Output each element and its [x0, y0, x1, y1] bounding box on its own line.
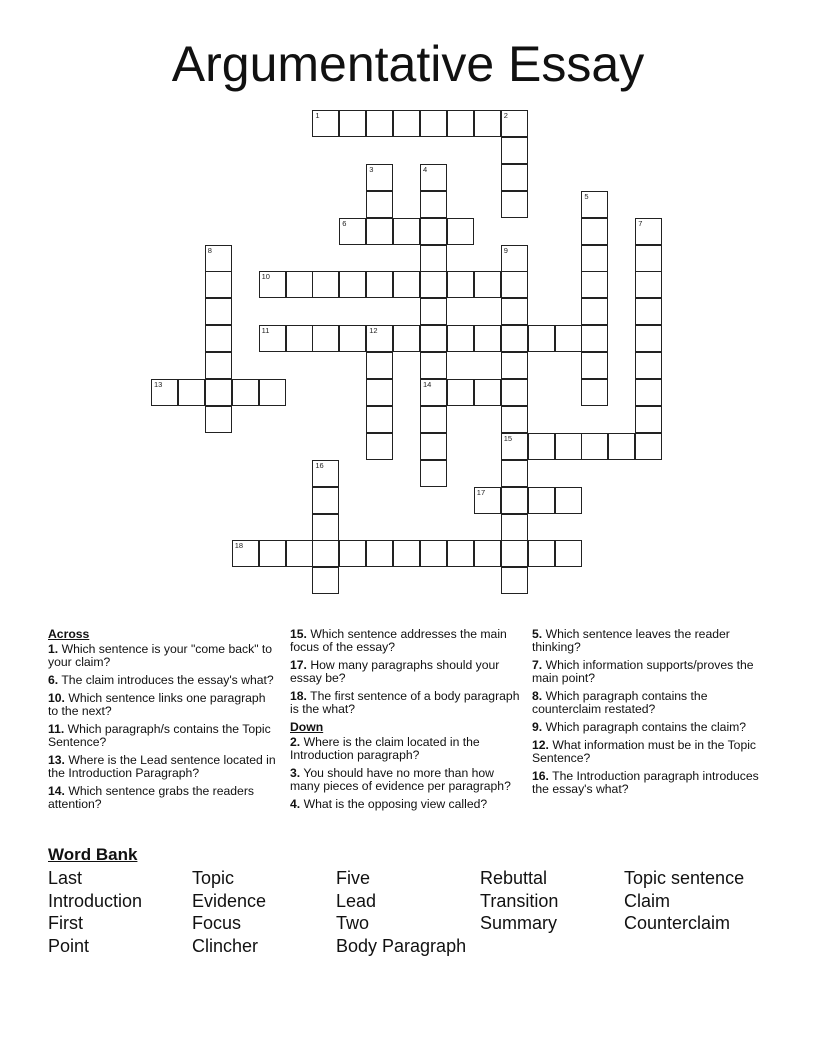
word-bank-word: Point [48, 935, 90, 956]
crossword-cell[interactable] [420, 352, 447, 379]
crossword-cell[interactable] [581, 218, 608, 245]
word-bank-column-4 [480, 867, 558, 935]
clue-down-3: 3. You should have no more than how many pieces of evidence per paragraph? [290, 766, 511, 793]
crossword-cell[interactable] [366, 110, 393, 137]
word-bank-word: Focus [192, 913, 242, 933]
crossword-cell[interactable] [205, 379, 232, 406]
crossword-cell[interactable] [420, 271, 447, 298]
crossword-cell[interactable] [420, 245, 447, 272]
page-title: Argumentative Essay [171, 36, 645, 92]
clue-number: 2 [503, 111, 508, 120]
crossword-cell[interactable] [420, 433, 447, 460]
crossword-cell[interactable] [366, 352, 393, 379]
crossword-cell[interactable] [501, 245, 528, 272]
clue-across-11: 11. Which paragraph/s contains the Topic Sentence? [48, 722, 271, 749]
crossword-cell[interactable] [501, 164, 528, 191]
clue-number: 15 [503, 433, 513, 443]
clue-across-6: 6. The claim introduces the essay's what? [48, 673, 274, 687]
clue-number: 18 [234, 541, 244, 551]
clue-down-4: 4. What is the opposing view called? [290, 797, 488, 811]
crossword-cell[interactable] [232, 540, 259, 567]
crossword-cell[interactable] [528, 433, 555, 460]
crossword-cell[interactable] [205, 406, 232, 433]
word-bank-word: Claim [624, 890, 671, 911]
crossword-cell[interactable] [501, 298, 528, 325]
clues-column-3 [532, 628, 762, 801]
clue-number: 7 [638, 218, 643, 228]
crossword-cell[interactable] [286, 271, 313, 298]
crossword-cell[interactable] [205, 352, 232, 379]
crossword-cell[interactable] [420, 110, 447, 137]
crossword-cell[interactable] [420, 406, 447, 433]
crossword-cell[interactable] [447, 110, 474, 137]
word-bank-word: First [48, 913, 83, 933]
word-bank-word: Rebuttal [480, 868, 548, 888]
crossword-cell[interactable] [205, 245, 232, 272]
crossword-cell[interactable] [501, 137, 528, 164]
word-bank-word: Summary [480, 913, 558, 933]
word-bank-word: Clincher [192, 935, 259, 956]
crossword-cell[interactable] [635, 298, 662, 325]
clue-down-16: 16. The Introduction paragraph introduces the essay's what? [532, 769, 759, 796]
crossword-cell[interactable] [259, 379, 286, 406]
down-heading: Down [290, 720, 324, 734]
crossword-cell[interactable] [501, 271, 528, 298]
crossword-cell[interactable] [555, 433, 582, 460]
crossword-cell[interactable] [393, 110, 420, 137]
crossword-cell[interactable] [501, 379, 528, 406]
word-bank-column-2 [192, 867, 266, 957]
crossword-cell[interactable] [447, 379, 474, 406]
clue-down-7: 7. Which information supports/proves the main point? [532, 658, 754, 685]
crossword-cell[interactable] [581, 433, 608, 460]
clue-across-1: 1. Which sentence is your "come back" to your claim? [48, 642, 273, 669]
crossword-cell[interactable] [501, 325, 528, 352]
clue-across-14: 14. Which sentence grabs the readers attention? [48, 784, 254, 811]
clue-across-10: 10. Which sentence links one paragraph to the next? [48, 691, 266, 718]
crossword-cell[interactable] [581, 245, 608, 272]
crossword-cell[interactable] [393, 540, 420, 567]
crossword-cell[interactable] [501, 487, 528, 514]
clue-number: 5 [584, 191, 589, 201]
crossword-cell[interactable] [420, 540, 447, 567]
clue-down-2: 2. Where is the claim located in the Introduction paragraph? [290, 735, 480, 762]
crossword-cell[interactable] [339, 540, 366, 567]
crossword-cell[interactable] [474, 325, 501, 352]
word-bank-word: Two [336, 913, 370, 933]
crossword-cell[interactable] [608, 433, 635, 460]
crossword-cell[interactable] [312, 567, 339, 594]
crossword-cell[interactable] [393, 271, 420, 298]
crossword-cell[interactable] [339, 218, 366, 245]
clue-across-13: 13. Where is the Lead sentence located in the Introduction Paragraph? [48, 753, 276, 780]
crossword-cell[interactable] [501, 460, 528, 487]
crossword-cell[interactable] [581, 352, 608, 379]
crossword-cell[interactable] [581, 271, 608, 298]
crossword-cell[interactable] [366, 271, 393, 298]
clues-column-1 [48, 628, 278, 816]
clue-number: 16 [315, 460, 324, 470]
crossword-cell[interactable] [501, 406, 528, 433]
crossword-cell[interactable] [312, 540, 339, 567]
crossword-cell[interactable] [366, 433, 393, 460]
crossword-cell[interactable] [501, 110, 528, 137]
crossword-cell[interactable] [312, 325, 339, 352]
crossword-cell[interactable] [312, 514, 339, 541]
crossword-cell[interactable] [474, 540, 501, 567]
crossword-cell[interactable] [420, 325, 447, 352]
clue-number: 1 [315, 111, 320, 120]
crossword-cell[interactable] [635, 218, 662, 245]
across-heading: Across [48, 627, 90, 641]
crossword-cell[interactable] [581, 298, 608, 325]
word-bank-word: Counterclaim [624, 913, 731, 933]
crossword-cell[interactable] [474, 379, 501, 406]
crossword-cell[interactable] [312, 460, 339, 487]
crossword-cell[interactable] [447, 540, 474, 567]
clue-number: 8 [207, 245, 212, 255]
crossword-cell[interactable] [393, 218, 420, 245]
crossword-cell[interactable] [501, 191, 528, 218]
crossword-cell[interactable] [178, 379, 205, 406]
crossword-cell[interactable] [635, 325, 662, 352]
word-bank-word: Evidence [192, 890, 267, 911]
crossword-cell[interactable] [420, 379, 447, 406]
clue-down-9: 9. Which paragraph contains the claim? [532, 720, 747, 734]
clue-number: 14 [423, 380, 432, 389]
crossword-cell[interactable] [501, 567, 528, 594]
crossword-cell[interactable] [635, 352, 662, 379]
crossword-cell[interactable] [581, 325, 608, 352]
word-bank-word: Introduction [48, 890, 143, 911]
crossword-cell[interactable] [420, 218, 447, 245]
word-bank-word: Topic sentence [624, 868, 745, 888]
clue-across-15: 15. Which sentence addresses the main focus of the essay? [290, 627, 507, 654]
clue-number: 17 [476, 487, 486, 497]
word-bank-column-3 [336, 867, 466, 957]
crossword-cell[interactable] [312, 110, 339, 137]
word-bank-word: Body Paragraph [336, 935, 467, 956]
crossword-cell[interactable] [581, 379, 608, 406]
crossword-cell[interactable] [555, 487, 582, 514]
clue-across-17: 17. How many paragraphs should your essay be? [290, 658, 500, 685]
clue-across-18: 18. The first sentence of a body paragraph is the what? [290, 689, 520, 716]
crossword-cell[interactable] [366, 191, 393, 218]
crossword-cell[interactable] [259, 271, 286, 298]
word-bank-title: Word Bank [48, 845, 138, 864]
crossword-cell[interactable] [635, 245, 662, 272]
crossword-cell[interactable] [501, 540, 528, 567]
crossword-cell[interactable] [259, 540, 286, 567]
clue-number: 10 [261, 272, 270, 282]
crossword-cell[interactable] [205, 298, 232, 325]
crossword-cell[interactable] [555, 325, 582, 352]
clue-down-12: 12. What information must be in the Topic Sentence? [532, 738, 757, 765]
crossword-cell[interactable] [312, 271, 339, 298]
crossword-cell[interactable] [259, 325, 286, 352]
word-bank-word: Five [336, 868, 371, 888]
crossword-cell[interactable] [420, 460, 447, 487]
crossword-cell[interactable] [366, 406, 393, 433]
crossword-cell[interactable] [420, 191, 447, 218]
crossword-cell[interactable] [581, 191, 608, 218]
crossword-cell[interactable] [366, 164, 393, 191]
crossword-cell[interactable] [205, 271, 232, 298]
word-bank-word: Last [48, 868, 83, 888]
crossword-cell[interactable] [635, 271, 662, 298]
clues-column-2 [290, 628, 520, 816]
crossword-cell[interactable] [501, 352, 528, 379]
crossword-cell[interactable] [339, 110, 366, 137]
clue-number: 12 [369, 326, 378, 336]
crossword-cell[interactable] [528, 325, 555, 352]
crossword-cell[interactable] [286, 540, 313, 567]
crossword-cell[interactable] [474, 271, 501, 298]
crossword-cell[interactable] [366, 540, 393, 567]
crossword-cell[interactable] [528, 540, 555, 567]
crossword-cell[interactable] [393, 325, 420, 352]
crossword-cell[interactable] [420, 298, 447, 325]
crossword-cell[interactable] [366, 379, 393, 406]
crossword-cell[interactable] [205, 325, 232, 352]
crossword-cell[interactable] [474, 110, 501, 137]
clue-number: 4 [423, 164, 428, 174]
crossword-cell[interactable] [420, 164, 447, 191]
word-bank-word: Lead [336, 890, 377, 911]
crossword-cell[interactable] [447, 271, 474, 298]
crossword-cell[interactable] [635, 433, 662, 460]
clue-number: 3 [369, 164, 374, 174]
word-bank-column-1 [48, 867, 142, 957]
crossword-cell[interactable] [555, 540, 582, 567]
clue-number: 11 [261, 326, 270, 336]
crossword-cell[interactable] [232, 379, 259, 406]
word-bank-word: Topic [192, 868, 235, 888]
crossword-cell[interactable] [528, 487, 555, 514]
crossword-cell[interactable] [447, 218, 474, 245]
word-bank-word: Transition [480, 890, 559, 911]
crossword-cell[interactable] [312, 487, 339, 514]
crossword-cell[interactable] [286, 325, 313, 352]
crossword-cell[interactable] [151, 379, 178, 406]
crossword-cell[interactable] [635, 379, 662, 406]
clue-down-5: 5. Which sentence leaves the reader thinking? [532, 627, 730, 654]
crossword-cell[interactable] [339, 325, 366, 352]
crossword-cell[interactable] [366, 325, 393, 352]
clue-number: 6 [342, 218, 347, 228]
crossword-cell[interactable] [635, 406, 662, 433]
crossword-cell[interactable] [474, 487, 501, 514]
clue-number: 13 [154, 380, 163, 389]
crossword-cell[interactable] [501, 433, 528, 460]
crossword-cell[interactable] [366, 218, 393, 245]
crossword-cell[interactable] [339, 271, 366, 298]
crossword-cell[interactable] [501, 514, 528, 541]
clue-number: 9 [503, 245, 508, 255]
word-bank-column-5 [624, 867, 744, 935]
crossword-cell[interactable] [447, 325, 474, 352]
clue-down-8: 8. Which paragraph contains the counterclaim restated? [532, 689, 708, 716]
